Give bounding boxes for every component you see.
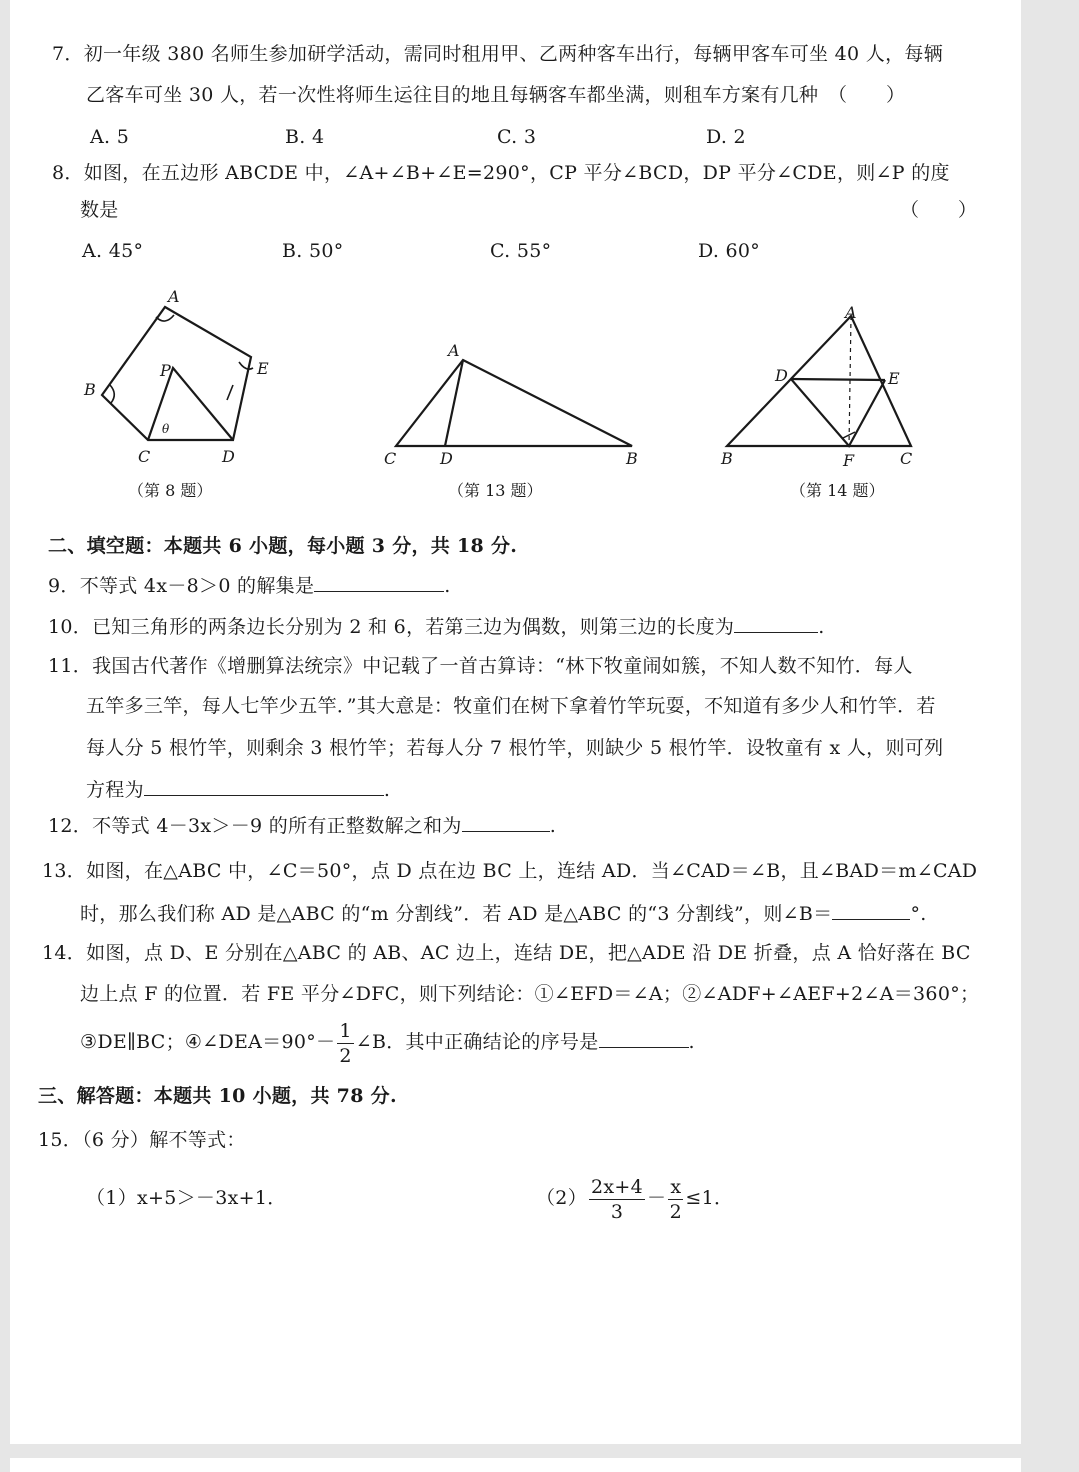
section2-heading: 二、填空题：本题共 6 小题，每小题 3 分，共 18 分. [48,535,518,557]
next-page-edge [10,1458,1021,1472]
q13-line2 [80,899,927,927]
q11-line4 [86,775,390,803]
q14-answer-blank[interactable] [599,1027,689,1048]
q15-frac1-num: 2x+4 [591,1175,644,1198]
q11-end: . [383,779,391,801]
fig14-label-d: D [775,366,788,385]
q12-answer-blank[interactable] [462,811,550,832]
fig14-caption: （第 14 题） [790,481,885,500]
q10-text: 10．已知三角形的两条边长分别为 2 和 6，若第三边为偶数，则第三边的长度为 [48,616,735,638]
fig14-crease-aux [849,316,851,446]
exam-page [10,0,1021,1444]
q15-part1: （1）x+5＞－3x+1． [86,1187,287,1209]
q14-text-b: ∠B．其中正确结论的序号是 [355,1031,599,1053]
fig14-segment-de [791,379,885,380]
fig13-caption: （第 13 题） [448,481,543,500]
q8-option-a: A. 45° [82,240,144,262]
section3-heading: 三、解答题：本题共 10 小题，共 78 分. [38,1085,397,1107]
q8-option-c: C. 55° [490,240,552,262]
q9-text: 9．不等式 4x－8＞0 的解集是 [48,575,315,597]
q8-line2: 数是 [80,199,119,221]
q11-line1: 11．我国古代著作《增删算法统宗》中记载了一首古算诗：“林下牧童闹如簇，不知人数不知竹．每人 [48,655,913,677]
q15-frac2-den: 2 [669,1200,683,1223]
q11-answer-blank[interactable] [144,775,384,796]
fig8-label-c: C [138,447,151,466]
q15-minus: － [647,1187,667,1209]
fig14-label-b: B [721,449,733,468]
q15-part2 [536,1170,733,1226]
fig13-label-c: C [384,449,397,468]
q7-line2: 乙客车可坐 30 人，若一次性将师生运往目的地且每辆客车都坐满，则租车方案有几种 （ ） [86,84,906,106]
fig13-label-a: A [448,341,460,360]
q7-option-d: D. 2 [706,126,746,148]
q14-end: . [688,1031,695,1053]
q7-option-a: A. 5 [90,126,130,148]
q12-text: 12．不等式 4－3x＞－9 的所有正整数解之和为 [48,815,462,837]
q9-end: . [444,575,451,597]
q15-title: 15．（6 分）解不等式： [38,1129,246,1151]
q8-option-d: D. 60° [698,240,761,262]
fig13-label-d: D [440,449,453,468]
q7-option-c: C. 3 [497,126,537,148]
q8-option-b: B. 50° [282,240,344,262]
fig8-label-e: E [257,359,269,378]
fig8-label-b: B [84,380,96,399]
q8-answer-paren: （ ） [900,199,978,221]
q9 [48,571,451,599]
fig14-label-e: E [888,369,900,388]
q15-frac2-num: x [670,1175,682,1198]
fig13-triangle [396,360,632,446]
q10-end: . [818,616,825,638]
fig8-angle-mark-e [239,362,253,369]
q15-part2-end: ≤1． [685,1187,734,1209]
fig14-fold [791,379,885,446]
q13-text: 时，那么我们称 AD 是△ABC 的“m 分割线”．若 AD 是△ABC 的“3 分割线”，则∠B＝ [80,903,833,925]
q14-line3 [80,1017,695,1068]
q10 [48,612,825,640]
q10-answer-blank[interactable] [734,612,818,633]
fig14-label-f: F [843,451,855,470]
q8-line1: 8．如图，在五边形 ABCDE 中，∠A+∠B+∠E=290°，CP 平分∠BCD，DP 平分∠CDE，则∠P 的度 [52,162,950,184]
fig8-label-d: D [222,447,235,466]
q15-part2-prefix: （2） [536,1187,587,1209]
fig13-label-b: B [626,449,638,468]
q12-end: . [549,815,557,837]
q14-line2: 边上点 F 的位置．若 FE 平分∠DFC，则下列结论：①∠EFD＝∠A；②∠ADF+∠AEF+2∠A＝360°； [80,983,980,1005]
fig14-label-c: C [900,449,913,468]
q14-fraction [337,1019,353,1068]
q7-line1: 7．初一年级 380 名师生参加研学活动，需同时租用甲、乙两种客车出行，每辆甲客车可坐 40 人，每辆 [52,43,943,65]
q14-text-a: ③DE∥BC；④∠DEA＝90°－ [80,1031,336,1053]
q12 [48,811,556,839]
fig8-angle-mark-b [110,385,114,403]
q11-line2: 五竿多三竿，每人七竿少五竿．”其大意是：牧童们在树下拿着竹竿玩耍，不知道有多少人和竹竿．若 [86,695,936,717]
fig8-caption: （第 8 题） [128,481,213,500]
fig8-label-p: P [160,361,171,380]
q9-answer-blank[interactable] [314,571,444,592]
fig8-tick-mark [227,385,233,400]
q11-text: 方程为 [86,779,144,801]
fig14-label-a: A [845,303,857,322]
q13-end: °. [910,903,927,925]
q13-line1: 13．如图，在△ABC 中，∠C＝50°，点 D 点在边 BC 上，连结 AD．当∠CAD＝∠B，且∠BAD＝m∠CAD [42,860,978,882]
q7-option-b: B. 4 [285,126,325,148]
q14-line1: 14．如图，点 D、E 分别在△ABC 的 AB、AC 边上，连结 DE，把△ADE 沿 DE 折叠，点 A 恰好落在 BC [42,942,971,964]
q14-frac-den: 2 [339,1044,352,1067]
fig8-label-theta: θ [162,422,170,436]
q15-fraction-2 [668,1175,683,1224]
figures-row [0,280,1079,510]
q15-fraction-1 [589,1175,645,1224]
q15-frac1-den: 3 [610,1200,624,1223]
q13-answer-blank[interactable] [832,899,910,920]
q11-line3: 每人分 5 根竹竿，则剩余 3 根竹竿；若每人分 7 根竹竿，则缺少 5 根竹竿．设牧童有 x 人，则可列 [86,737,944,759]
q14-frac-num: 1 [339,1019,352,1042]
fig8-label-a: A [168,287,180,306]
